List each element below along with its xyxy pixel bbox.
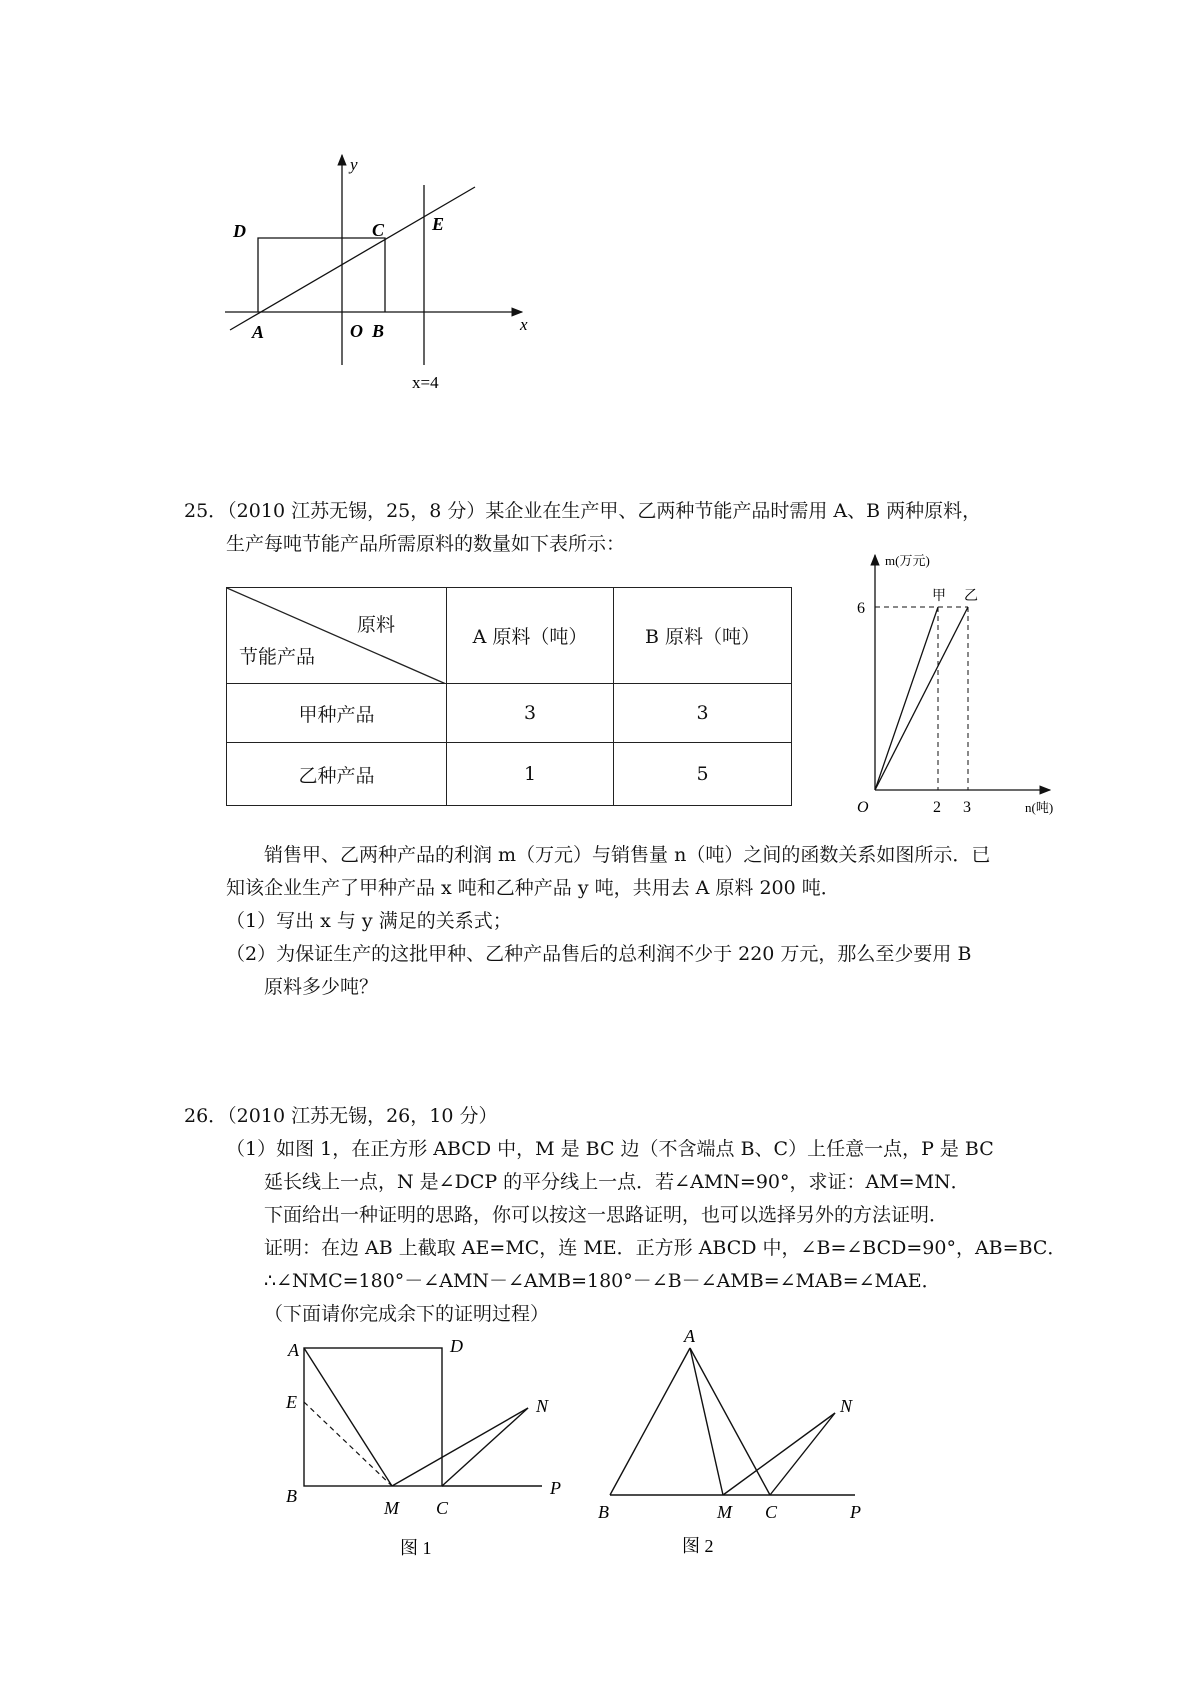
corner-bottom-label: 节能产品 xyxy=(239,646,316,668)
f1-label-e: E xyxy=(286,1392,297,1412)
table-row xyxy=(227,684,792,743)
seg-am2 xyxy=(690,1348,723,1495)
q26-line6: （下面请你完成余下的证明过程） xyxy=(264,1303,550,1325)
f1-label-p: P xyxy=(550,1478,561,1498)
col-header-b: B 原料（吨） xyxy=(614,588,792,684)
f2-caption: 图 2 xyxy=(682,1536,714,1556)
seg-mn xyxy=(392,1408,528,1486)
q25-item1: （1）写出 x 与 y 满足的关系式； xyxy=(226,910,512,932)
f2-label-a: A xyxy=(684,1326,695,1346)
f2-label-b: B xyxy=(598,1502,609,1522)
label-e: E xyxy=(432,214,445,234)
label-xaxis: x xyxy=(520,315,528,334)
label-c: C xyxy=(372,220,385,240)
label-y: y xyxy=(350,155,358,174)
q25-line2: 生产每吨节能产品所需原料的数量如下表所示： xyxy=(226,533,626,555)
corner-diagonal xyxy=(227,588,446,684)
f1-label-m: M xyxy=(384,1498,399,1518)
seg-cn xyxy=(442,1408,528,1486)
material-table xyxy=(226,587,792,806)
tick-3: 3 xyxy=(963,799,971,816)
f1-label-a: A xyxy=(288,1340,299,1360)
line-yi xyxy=(875,607,968,790)
label-yi: 乙 xyxy=(964,589,978,604)
f1-caption: 图 1 xyxy=(400,1538,432,1558)
row-b: 3 xyxy=(614,684,792,743)
seg-em xyxy=(304,1402,392,1486)
square-abcd xyxy=(304,1348,442,1486)
table-row xyxy=(227,743,792,806)
f2-label-c: C xyxy=(765,1502,778,1522)
q26-line3: 下面给出一种证明的思路，你可以按这一思路证明，也可以选择另外的方法证明． xyxy=(264,1204,949,1226)
q25-para2: 知该企业生产了甲种产品 x 吨和乙种产品 y 吨，共用去 A 原料 200 吨． xyxy=(226,877,840,899)
table-corner-cell xyxy=(227,588,447,684)
tick-6: 6 xyxy=(857,600,865,617)
f2-label-p: P xyxy=(850,1502,861,1522)
seg-am xyxy=(304,1348,392,1486)
n-axis-label: n(吨) xyxy=(1025,800,1054,815)
f1-label-n: N xyxy=(536,1396,549,1416)
q25-header: 25．（2010 江苏无锡，25，8 分）某企业在生产甲、乙两种节能产品时需用 A、B 两种原料， xyxy=(184,500,982,522)
label-x4: x=4 xyxy=(412,373,439,392)
tick-2: 2 xyxy=(933,799,941,816)
f1-label-b: B xyxy=(286,1486,297,1506)
q26-line4: 证明：在边 AB 上截取 AE=MC，连 ME．正方形 ABCD 中，∠B=∠BCD=90°，AB=BC． xyxy=(264,1237,1067,1259)
q25-item2a: （2）为保证生产的这批甲种、乙种产品售后的总利润不少于 220 万元，那么至少要用 B xyxy=(226,943,972,965)
f1-label-d: D xyxy=(450,1336,463,1356)
label-b: B xyxy=(372,321,385,341)
label-jia: 甲 xyxy=(932,589,946,604)
q26-line5: ∴∠NMC=180°－∠AMN－∠AMB=180°－∠B－∠AMB=∠MAB=∠MAE． xyxy=(264,1270,941,1292)
top-coordinate-figure xyxy=(200,150,560,400)
origin-label: O xyxy=(857,799,869,816)
row-b: 5 xyxy=(614,743,792,806)
line-ae xyxy=(230,187,475,330)
col-header-a: A 原料（吨） xyxy=(447,588,614,684)
q25-item2b: 原料多少吨？ xyxy=(264,976,379,998)
f2-label-m: M xyxy=(717,1502,732,1522)
rect-abcd xyxy=(258,238,385,312)
line-jia xyxy=(875,607,938,790)
corner-top-label: 原料 xyxy=(357,614,396,636)
row-a: 3 xyxy=(447,684,614,743)
f1-label-c: C xyxy=(436,1498,449,1518)
q26-header: 26．（2010 江苏无锡，26，10 分） xyxy=(184,1105,498,1127)
seg-ab xyxy=(610,1348,690,1495)
m-axis-label: m(万元) xyxy=(885,553,930,568)
row-name: 乙种产品 xyxy=(227,743,447,806)
row-a: 1 xyxy=(447,743,614,806)
label-a: A xyxy=(252,322,265,342)
row-name: 甲种产品 xyxy=(227,684,447,743)
seg-ac xyxy=(690,1348,770,1495)
label-d: D xyxy=(233,221,246,241)
label-o: O xyxy=(350,321,363,341)
q26-line2: 延长线上一点，N 是∠DCP 的平分线上一点．若∠AMN=90°，求证：AM=MN． xyxy=(264,1171,970,1193)
figure-1 xyxy=(280,1330,580,1560)
profit-graph xyxy=(855,550,1060,820)
q26-line1: （1）如图 1，在正方形 ABCD 中，M 是 BC 边（不含端点 B、C）上任意一点，P 是 BC xyxy=(226,1138,994,1160)
q25-para1: 销售甲、乙两种产品的利润 m（万元）与销售量 n（吨）之间的函数关系如图所示．已 xyxy=(264,844,991,866)
figure-2 xyxy=(590,1318,890,1558)
f2-label-n: N xyxy=(840,1396,853,1416)
